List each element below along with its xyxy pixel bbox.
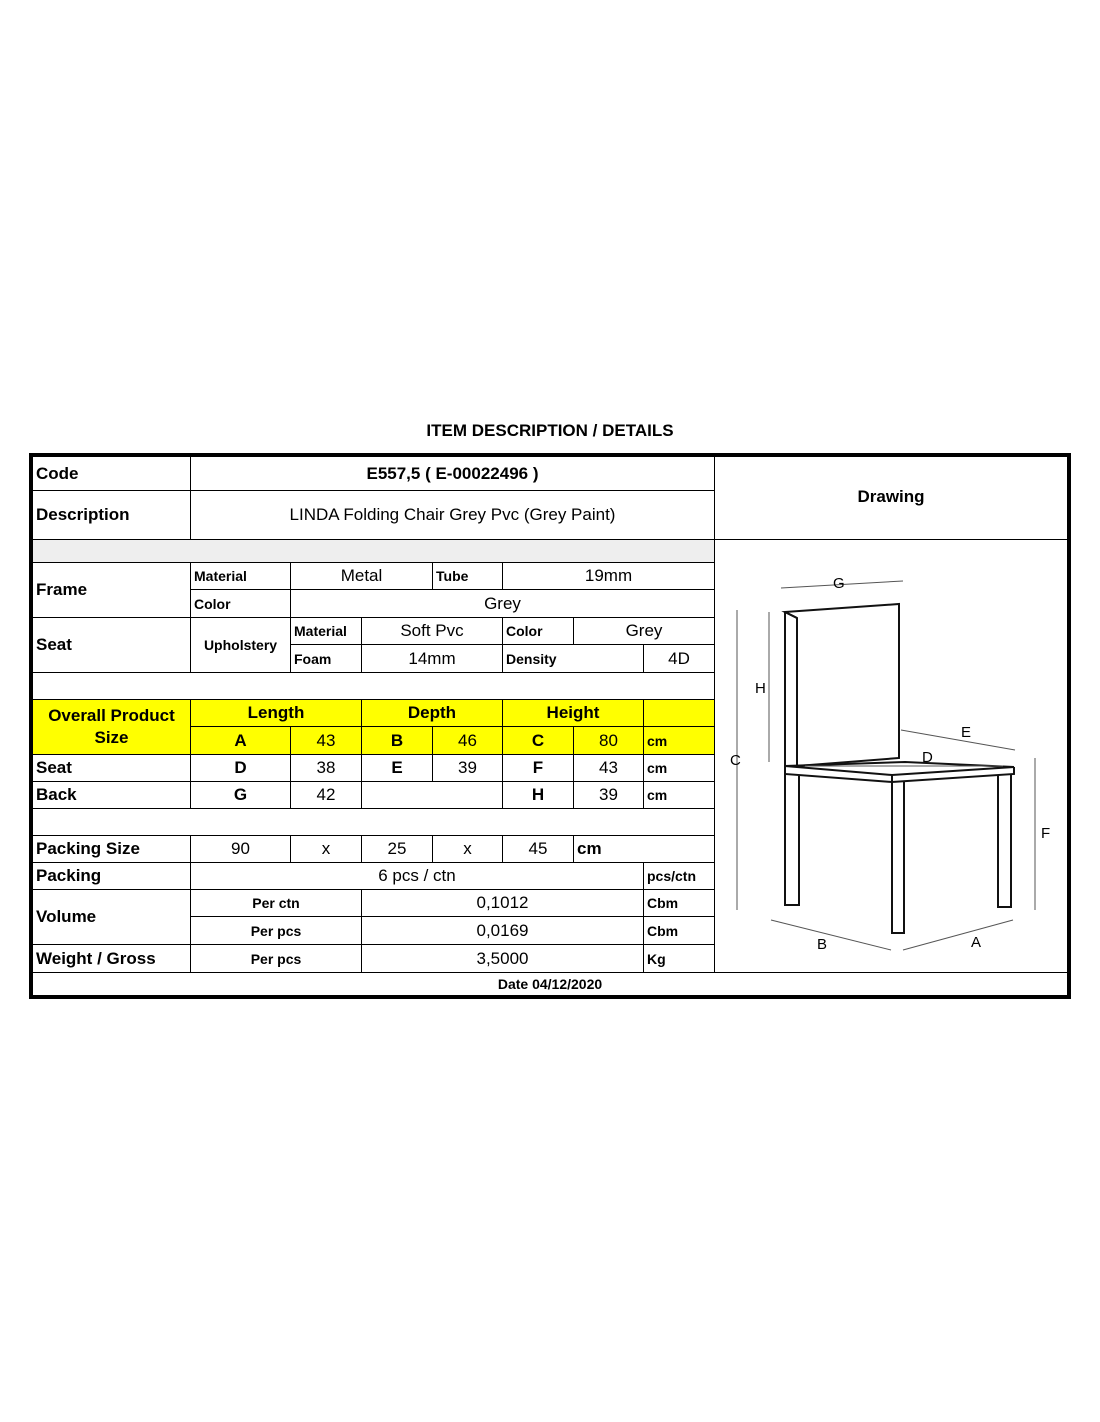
drawing-label-d: D: [922, 749, 933, 766]
frame-label: Frame: [32, 562, 191, 618]
weight-unit: Kg: [643, 944, 715, 973]
seat-color-value: Grey: [573, 617, 715, 645]
per-ctn-unit: Cbm: [643, 889, 715, 917]
packing-value: 6 pcs / ctn: [190, 862, 644, 890]
frame-color-value: Grey: [290, 589, 715, 618]
seat-spec-label: Seat: [32, 617, 191, 673]
per-pcs-unit: Cbm: [643, 916, 715, 945]
frame-material-label: Material: [190, 562, 291, 590]
overall-size-label: Overall Product Size: [32, 699, 191, 755]
density-value: 4D: [643, 644, 715, 673]
back-size-label: Back: [32, 781, 191, 809]
size-unit: cm: [643, 726, 715, 755]
back-empty-cell: [361, 781, 503, 809]
weight-label: Weight / Gross: [32, 944, 191, 973]
density-label: Density: [502, 644, 644, 673]
seat-material-value: Soft Pvc: [361, 617, 503, 645]
frame-color-label: Color: [190, 589, 291, 618]
upholstery-label: Upholstery: [190, 617, 291, 673]
volume-label: Volume: [32, 889, 191, 945]
seat-code-d: D: [190, 754, 291, 782]
packing-width: 25: [361, 835, 433, 863]
code-value: E557,5 ( E-00022496 ): [190, 456, 715, 491]
size-code-b: B: [361, 726, 433, 755]
seat-unit: cm: [643, 754, 715, 782]
frame-tube-label: Tube: [432, 562, 503, 590]
depth-header: Depth: [361, 699, 503, 727]
back-value-g: 42: [290, 781, 362, 809]
seat-material-label: Material: [290, 617, 362, 645]
seat-value-d: 38: [290, 754, 362, 782]
packing-size-unit: cm: [573, 835, 715, 863]
seat-size-label: Seat: [32, 754, 191, 782]
per-pcs-value: 0,0169: [361, 916, 644, 945]
drawing-label: Drawing: [714, 456, 1068, 540]
spacer-row: [32, 808, 715, 836]
drawing-label-a: A: [971, 934, 982, 951]
seat-value-f: 43: [573, 754, 644, 782]
per-ctn-value: 0,1012: [361, 889, 644, 917]
size-code-c: C: [502, 726, 574, 755]
date-stamp: Date 04/12/2020: [32, 972, 1068, 996]
drawing-label-b: B: [817, 936, 828, 953]
chair-drawing: [713, 540, 1068, 974]
drawing-label-f: F: [1041, 825, 1051, 842]
packing-times-1: x: [290, 835, 362, 863]
chair-drawing-svg: [713, 540, 1068, 974]
packing-length: 90: [190, 835, 291, 863]
weight-value: 3,5000: [361, 944, 644, 973]
seat-color-label: Color: [502, 617, 574, 645]
description-label: Description: [32, 490, 191, 540]
size-value-c: 80: [573, 726, 644, 755]
weight-per-label: Per pcs: [190, 944, 362, 973]
back-value-h: 39: [573, 781, 644, 809]
drawing-label-e: E: [961, 724, 972, 741]
packing-size-label: Packing Size: [32, 835, 191, 863]
foam-value: 14mm: [361, 644, 503, 673]
drawing-label-g: G: [833, 575, 845, 592]
back-unit: cm: [643, 781, 715, 809]
frame-tube-value: 19mm: [502, 562, 715, 590]
drawing-label-c: C: [730, 752, 741, 769]
unit-header-empty: [643, 699, 715, 727]
size-value-a: 43: [290, 726, 362, 755]
packing-height: 45: [502, 835, 574, 863]
foam-label: Foam: [290, 644, 362, 673]
spacer-row: [32, 672, 715, 700]
seat-code-f: F: [502, 754, 574, 782]
height-header: Height: [502, 699, 644, 727]
size-value-b: 46: [432, 726, 503, 755]
seat-value-e: 39: [432, 754, 503, 782]
per-ctn-label: Per ctn: [190, 889, 362, 917]
length-header: Length: [190, 699, 362, 727]
back-code-g: G: [190, 781, 291, 809]
drawing-label-h: H: [755, 680, 766, 697]
spacer-row: [32, 539, 715, 563]
document-title: ITEM DESCRIPTION / DETAILS: [426, 421, 674, 440]
packing-label: Packing: [32, 862, 191, 890]
size-code-a: A: [190, 726, 291, 755]
spec-sheet: [29, 453, 1071, 999]
code-label: Code: [32, 456, 191, 491]
frame-material-value: Metal: [290, 562, 433, 590]
packing-unit: pcs/ctn: [643, 862, 715, 890]
per-pcs-label: Per pcs: [190, 916, 362, 945]
seat-code-e: E: [361, 754, 433, 782]
description-value: LINDA Folding Chair Grey Pvc (Grey Paint): [190, 490, 715, 540]
back-code-h: H: [502, 781, 574, 809]
packing-times-2: x: [432, 835, 503, 863]
